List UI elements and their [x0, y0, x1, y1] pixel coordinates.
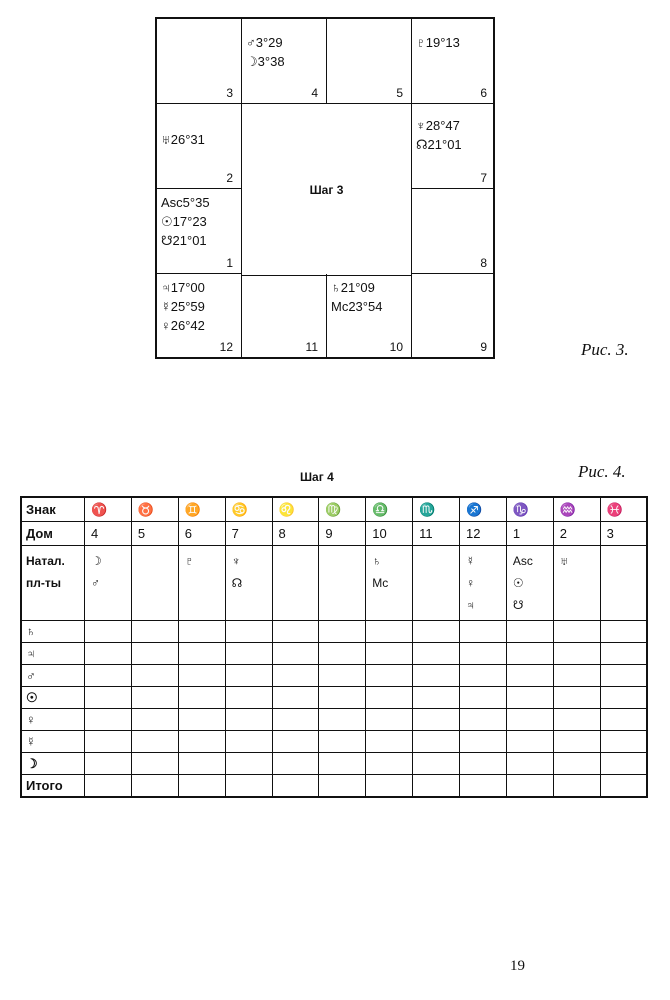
empty-cell: [319, 709, 366, 731]
empty-cell: [272, 753, 319, 775]
house-cell-10: [327, 274, 412, 357]
empty-cell: [85, 643, 132, 665]
row-label-planet: ☽: [21, 753, 85, 775]
natal-planet: ♀: [466, 576, 475, 590]
empty-cell: [131, 731, 178, 753]
house-cell-5: [327, 19, 412, 104]
empty-cell: [178, 753, 225, 775]
natal-planet: Asc: [512, 554, 533, 568]
house-cell-3: [157, 19, 242, 104]
house-cell-6: [412, 19, 495, 104]
empty-cell: [319, 643, 366, 665]
empty-cell: [506, 731, 553, 753]
house-number: 11: [305, 340, 318, 354]
empty-cell: [413, 709, 460, 731]
empty-cell: [460, 709, 507, 731]
empty-cell: [460, 621, 507, 643]
empty-cell: [413, 731, 460, 753]
natal-planet: ♂: [91, 576, 100, 590]
empty-cell: [225, 753, 272, 775]
sign-cell: ♊: [178, 497, 225, 522]
step4-title: Шаг 4: [300, 470, 334, 484]
page-number: 19: [510, 958, 525, 974]
natal-planet: [138, 594, 178, 616]
house-cell: 7: [225, 522, 272, 546]
row-label-sign: Знак: [21, 497, 85, 522]
house-number: 1: [226, 256, 233, 270]
row-houses: [21, 522, 647, 546]
empty-cell: [272, 731, 319, 753]
empty-cell: [413, 775, 460, 798]
row-planet: [21, 687, 647, 709]
row-planet: [21, 709, 647, 731]
empty-cell: [506, 665, 553, 687]
natal-planet-cell: [319, 546, 366, 621]
empty-cell: [600, 621, 647, 643]
natal-planet: Mc: [372, 576, 389, 590]
house-planets: [161, 278, 205, 335]
row-label-planet: ♄: [21, 621, 85, 643]
house-cell: 11: [413, 522, 460, 546]
spacer: [26, 594, 84, 616]
empty-cell: [553, 731, 600, 753]
natal-planet: ♅: [559, 554, 569, 568]
empty-cell: [178, 687, 225, 709]
empty-cell: [131, 687, 178, 709]
planet-position: ♅26°31: [161, 132, 205, 147]
empty-cell: [272, 709, 319, 731]
natal-planet: ♇: [184, 554, 194, 568]
natal-planet-cell: [413, 546, 460, 621]
house-number: 6: [480, 86, 487, 100]
sign-cell: ♉: [131, 497, 178, 522]
natal-planet: [91, 594, 131, 616]
empty-cell: [506, 709, 553, 731]
house-cell: 4: [85, 522, 132, 546]
empty-cell: [319, 687, 366, 709]
house-planets: [246, 33, 285, 71]
house-planets: [416, 33, 460, 52]
natal-planet: [419, 550, 459, 572]
empty-cell: [178, 665, 225, 687]
row-planet: [21, 665, 647, 687]
empty-cell: [319, 775, 366, 798]
planet-position: ♃17°00: [161, 280, 205, 295]
empty-cell: [178, 643, 225, 665]
empty-cell: [225, 665, 272, 687]
planet-position: ♀26°42: [161, 318, 205, 333]
empty-cell: [553, 709, 600, 731]
empty-cell: [553, 621, 600, 643]
natal-planet: ☉: [512, 576, 524, 590]
row-planet: [21, 753, 647, 775]
sign-cell: ♎: [366, 497, 413, 522]
empty-cell: [506, 753, 553, 775]
empty-cell: [272, 621, 319, 643]
house-cell-12: [157, 274, 242, 357]
empty-cell: [366, 687, 413, 709]
empty-cell: [225, 731, 272, 753]
natal-planet: [138, 550, 178, 572]
natal-planet-cell: [600, 546, 647, 621]
empty-cell: [178, 621, 225, 643]
house-cell: 1: [506, 522, 553, 546]
house-planets: [331, 278, 382, 316]
row-label-planet: ♀: [21, 709, 85, 731]
natal-planet: [185, 594, 225, 616]
empty-cell: [131, 775, 178, 798]
empty-cell: [366, 709, 413, 731]
empty-cell: [600, 753, 647, 775]
sign-cell: ♒: [553, 497, 600, 522]
natal-planet-cell: [85, 546, 132, 621]
empty-cell: [506, 643, 553, 665]
house-number: 7: [480, 171, 487, 185]
natal-planet: [560, 594, 600, 616]
house-planets: [161, 130, 205, 149]
natal-planet: [232, 594, 272, 616]
natal-planet-cell: [225, 546, 272, 621]
natal-planet-cell: [131, 546, 178, 621]
empty-cell: [366, 731, 413, 753]
row-planet: [21, 643, 647, 665]
row-label-house: Дом: [21, 522, 85, 546]
empty-cell: [506, 775, 553, 798]
natal-planet: [138, 572, 178, 594]
house-cell: 6: [178, 522, 225, 546]
signs-houses-table: [20, 496, 648, 798]
empty-cell: [366, 753, 413, 775]
house-cell: 5: [131, 522, 178, 546]
empty-cell: [553, 665, 600, 687]
natal-planet-cell: [272, 546, 319, 621]
row-natal-planets: [21, 546, 647, 621]
house-planets: [416, 116, 462, 154]
empty-cell: [600, 709, 647, 731]
sign-cell: ♐: [460, 497, 507, 522]
empty-cell: [600, 665, 647, 687]
sign-cell: ♋: [225, 497, 272, 522]
house-cell-4: [242, 19, 327, 104]
house-number: 3: [226, 86, 233, 100]
planet-position: ☋21°01: [161, 233, 207, 248]
row-label-natal-line: пл-ты: [26, 576, 61, 590]
empty-cell: [85, 621, 132, 643]
sign-cell: ♑: [506, 497, 553, 522]
planet-position: Asc5°35: [161, 195, 210, 210]
house-cell-7: [412, 104, 495, 189]
planet-position: ☿25°59: [161, 299, 205, 314]
natal-planet: [325, 594, 365, 616]
house-cell: 8: [272, 522, 319, 546]
house-planets: [161, 193, 210, 250]
natal-planet: ♆: [231, 554, 241, 568]
natal-planet: ♃: [466, 598, 475, 612]
empty-cell: [225, 643, 272, 665]
empty-cell: [553, 753, 600, 775]
figure3-caption: Рис. 3.: [581, 340, 629, 359]
natal-planet: [607, 550, 646, 572]
natal-planet: [607, 594, 646, 616]
chart-center-label: Шаг 3: [242, 104, 412, 276]
house-number: 9: [480, 340, 487, 354]
house-cell: 9: [319, 522, 366, 546]
empty-cell: [413, 643, 460, 665]
empty-cell: [178, 775, 225, 798]
planet-position: Mc23°54: [331, 299, 383, 314]
sign-cell: ♈: [85, 497, 132, 522]
empty-cell: [413, 665, 460, 687]
house-number: 10: [389, 340, 403, 354]
natal-planet: [419, 594, 459, 616]
natal-planet-cell: [460, 546, 507, 621]
row-signs: [21, 497, 647, 522]
row-label-total: Итого: [21, 775, 85, 798]
natal-planet-cell: [178, 546, 225, 621]
empty-cell: [506, 621, 553, 643]
empty-cell: [85, 665, 132, 687]
empty-cell: [460, 643, 507, 665]
row-label-planet: ♂: [21, 665, 85, 687]
empty-cell: [413, 687, 460, 709]
empty-cell: [600, 731, 647, 753]
empty-cell: [85, 709, 132, 731]
row-label-natal: [21, 546, 85, 621]
natal-planet: [372, 594, 412, 616]
planet-position: ♄21°09: [331, 280, 375, 295]
empty-cell: [178, 709, 225, 731]
empty-cell: [225, 621, 272, 643]
empty-cell: [413, 753, 460, 775]
empty-cell: [225, 775, 272, 798]
empty-cell: [319, 731, 366, 753]
empty-cell: [85, 731, 132, 753]
house-cell-2: [157, 104, 242, 189]
planet-position: ♇19°13: [416, 35, 460, 50]
empty-cell: [506, 687, 553, 709]
empty-cell: [319, 621, 366, 643]
natal-planet: [325, 572, 365, 594]
empty-cell: [460, 753, 507, 775]
empty-cell: [460, 687, 507, 709]
empty-cell: [131, 753, 178, 775]
empty-cell: [85, 687, 132, 709]
empty-cell: [225, 687, 272, 709]
sign-cell: ♏: [413, 497, 460, 522]
empty-cell: [85, 753, 132, 775]
row-label-planet: ♃: [21, 643, 85, 665]
empty-cell: [272, 643, 319, 665]
sign-cell: ♓: [600, 497, 647, 522]
house-cell: 2: [553, 522, 600, 546]
empty-cell: [319, 753, 366, 775]
planet-position: ♂3°29: [246, 35, 283, 50]
empty-cell: [460, 665, 507, 687]
house-number: 12: [219, 340, 233, 354]
natal-planet: [419, 572, 459, 594]
house-cell-11: [242, 274, 327, 357]
row-planet: [21, 621, 647, 643]
planet-position: ☽3°38: [246, 54, 285, 69]
empty-cell: [460, 775, 507, 798]
empty-cell: [178, 731, 225, 753]
empty-cell: [413, 621, 460, 643]
natal-planet: [607, 572, 646, 594]
natal-planet: [185, 572, 225, 594]
natal-planet: ☋: [512, 598, 524, 612]
house-cell-1: [157, 189, 242, 274]
empty-cell: [131, 709, 178, 731]
sign-cell: ♌: [272, 497, 319, 522]
planet-position: ♆28°47: [416, 118, 460, 133]
natal-planet-cell: [366, 546, 413, 621]
figure4-caption: Рис. 4.: [578, 462, 626, 481]
square-horoscope-chart: [155, 17, 495, 359]
natal-planet: ☽: [91, 554, 102, 568]
empty-cell: [131, 665, 178, 687]
empty-cell: [319, 665, 366, 687]
house-number: 8: [480, 256, 487, 270]
natal-planet-cell: [553, 546, 600, 621]
empty-cell: [553, 687, 600, 709]
empty-cell: [553, 643, 600, 665]
natal-planet: [279, 572, 319, 594]
row-label-planet: ☉: [21, 687, 85, 709]
natal-planet: ☊: [231, 576, 243, 590]
empty-cell: [366, 643, 413, 665]
empty-cell: [131, 643, 178, 665]
empty-cell: [131, 621, 178, 643]
empty-cell: [366, 621, 413, 643]
natal-planet: ☿: [466, 554, 475, 568]
empty-cell: [366, 665, 413, 687]
house-number: 4: [311, 86, 318, 100]
planet-position: ☊21°01: [416, 137, 462, 152]
empty-cell: [366, 775, 413, 798]
empty-cell: [272, 687, 319, 709]
empty-cell: [600, 775, 647, 798]
natal-planet-cell: [506, 546, 553, 621]
row-label-natal-line: Натал.: [26, 554, 65, 568]
house-cell: 10: [366, 522, 413, 546]
natal-planet: [279, 594, 319, 616]
empty-cell: [272, 665, 319, 687]
empty-cell: [600, 687, 647, 709]
empty-cell: [225, 709, 272, 731]
house-cell: 12: [460, 522, 507, 546]
house-cell-9: [412, 274, 495, 357]
row-total: [21, 775, 647, 798]
natal-planet: [279, 550, 319, 572]
sign-cell: ♍: [319, 497, 366, 522]
natal-planet: [325, 550, 365, 572]
house-number: 5: [396, 86, 403, 100]
row-label-planet: ☿: [21, 731, 85, 753]
house-number: 2: [226, 171, 233, 185]
natal-planet: ♄: [372, 554, 382, 568]
row-planet: [21, 731, 647, 753]
planet-position: ☉17°23: [161, 214, 207, 229]
empty-cell: [460, 731, 507, 753]
empty-cell: [85, 775, 132, 798]
house-cell: 3: [600, 522, 647, 546]
empty-cell: [600, 643, 647, 665]
empty-cell: [272, 775, 319, 798]
empty-cell: [553, 775, 600, 798]
house-cell-8: [412, 189, 495, 274]
natal-planet: [560, 572, 600, 594]
